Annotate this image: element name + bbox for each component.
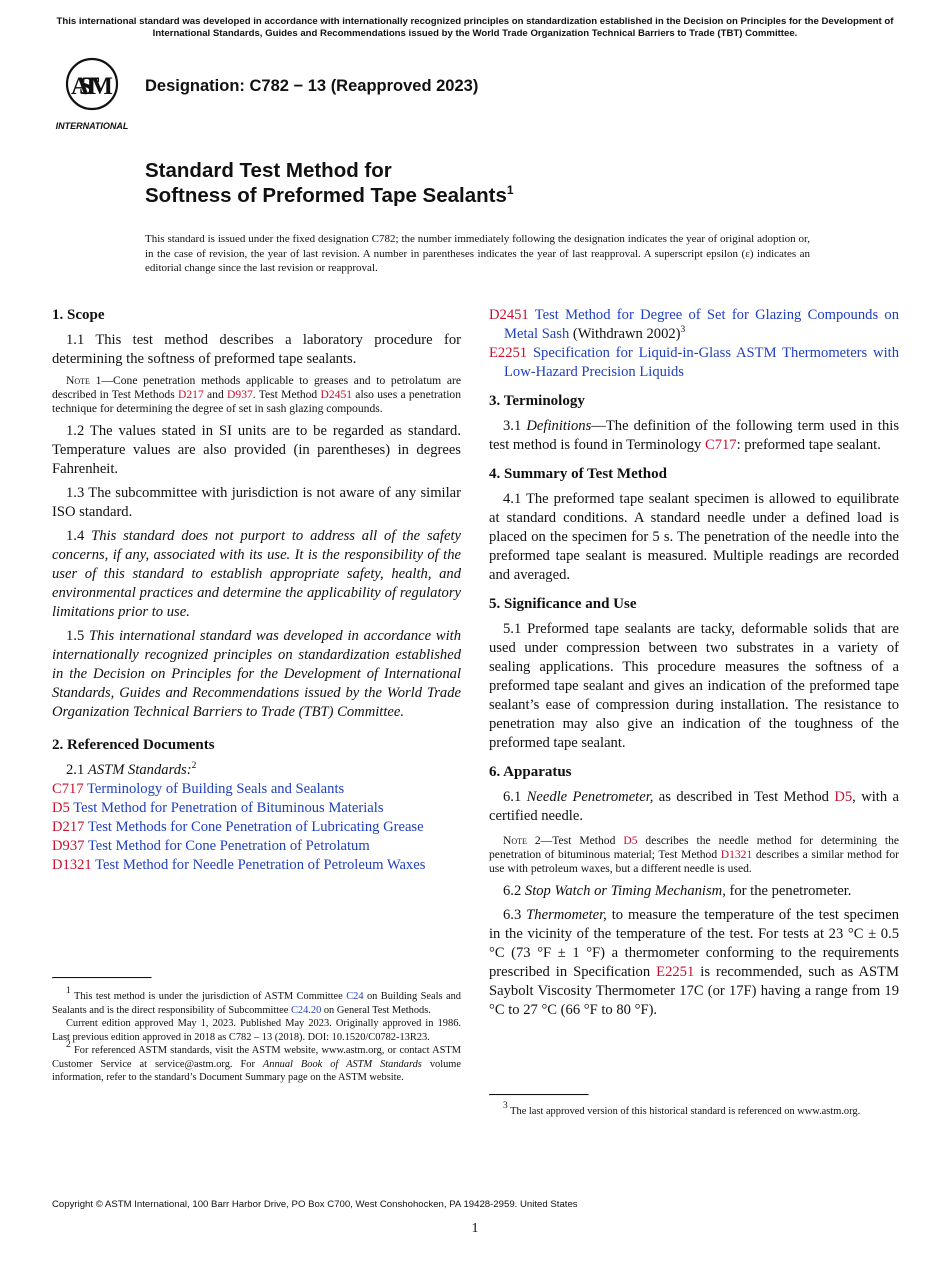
reference-item[interactable]: D5 Test Method for Penetration of Bituminous Materials bbox=[52, 800, 384, 816]
para-1-3: 1.3 The subcommittee with jurisdiction is not aware of any similar ISO standard. bbox=[52, 485, 461, 520]
subcommittee-link-c24-20[interactable]: C24.20 bbox=[290, 1004, 322, 1016]
title-footnote-mark: 1 bbox=[506, 183, 514, 197]
ref-link-c717[interactable]: C717 bbox=[704, 437, 737, 453]
logo-subtext: INTERNATIONAL bbox=[55, 121, 129, 131]
para-1-5: 1.5 This international standard was developed in accordance with internationally recognized principles on standardization established in the Decision on Principles for the Development of International Standards, Guides and Recommendations issued by the World Trade Organization Technical Barriers to Trade (TBT) Committee. bbox=[52, 628, 462, 720]
page-title bbox=[145, 158, 514, 208]
reference-item[interactable]: E2251 Specification for Liquid-in-Glass ASTM Thermometers with Low-Hazard Precision Liquids bbox=[489, 345, 899, 380]
section-apparatus-heading: 6. Apparatus bbox=[489, 764, 572, 780]
footnote-3: 3 The last approved version of this historical standard is referenced on www.astm.org. bbox=[503, 1101, 861, 1117]
footnote-current-edition: Current edition approved May 1, 2023. Published May 2023. Originally approved in 1986. Last previous edition approved in 2018 as C782 – 13 (2018). DOI: 10.1520/C0782-13R23. bbox=[52, 1018, 461, 1043]
astm-standards-label: 2.1 ASTM Standards:$^2$ bbox=[66, 761, 197, 778]
astm-logo bbox=[52, 56, 136, 132]
issued-note: This standard is issued under the fixed designation C782; the number immediately following the designation indicates the year of original adoption or, in the case of revision, the year of last revision. A number in parentheses indicates the year of last reapproval. A superscript epsilon (ε) indicates an editorial change since the last revision or reapproval. bbox=[145, 233, 810, 274]
section-scope-heading: 1. Scope bbox=[52, 307, 105, 323]
note-1: Note 1—Cone penetration methods applicable to greases and to petrolatum are described in Test Methods D217 and D937. Test Method D2451 also uses a penetration technique for determining the degree of set in sash glazing compounds. bbox=[52, 374, 462, 415]
para-5-1: 5.1 Preformed tape sealants are tacky, deformable solids that are used under compression between two substrates in a variety of sealing applications. This procedure measures the softness of a preformed tape sealant and gives an indication of the preformed tape sealant’s ease of compression during installation. The resistance to penetration may also give an indication of the toughness of the preformed tape sealant. bbox=[489, 621, 899, 751]
para-6-1: 6.1 Needle Penetrometer, as described in Test Method D5, with a certified needle. bbox=[489, 789, 899, 824]
footnote-1: 1 This test method is under the jurisdiction of ASTM Committee C24 on Building Seals and Sealants and is the direct responsibility of Subcommittee C24.20 on General Test Methods. bbox=[52, 986, 461, 1016]
para-3-1: 3.1 Definitions—The definition of the following term used in this test method is found in Terminology C717: preformed tape sealant. bbox=[489, 418, 899, 453]
ref-link-d937[interactable]: D937 bbox=[227, 388, 253, 401]
ref-link-e2251[interactable]: E2251 bbox=[656, 964, 695, 980]
left-footnotes bbox=[52, 977, 461, 1085]
title-line-2: Softness of Preformed Tape Sealants bbox=[145, 184, 507, 207]
section-significance-heading: 5. Significance and Use bbox=[489, 596, 637, 612]
reference-item[interactable]: D937 Test Method for Cone Penetration of Petrolatum bbox=[52, 838, 370, 854]
reference-item[interactable]: D217 Test Methods for Cone Penetration of Lubricating Grease bbox=[52, 819, 424, 835]
committee-link-c24[interactable]: C24 bbox=[346, 991, 364, 1002]
ref-link-d2451[interactable]: D2451 bbox=[320, 388, 353, 401]
para-6-3: 6.3 Thermometer, to measure the temperature of the test specimen in the vicinity of the temperature of the test. For tests at 23 °C ± 0.5 °C (73 °F ± 1 °F) a thermometer conforming to the requirements prescribed in Specification E2251 is recommended, such as ASTM Saybolt Viscosity Thermometer 17C (or 17F) having a range from 19 °C to 27 °C (66 °F to 80 °F). bbox=[489, 907, 899, 1018]
ref-link-d1321[interactable]: D1321 bbox=[720, 848, 753, 861]
section-terminology-heading: 3. Terminology bbox=[489, 393, 585, 409]
para-1-4: 1.4 This standard does not purport to address all of the safety concerns, if any, associated with its use. It is the responsibility of the user of this standard to establish appropriate safety, health, and environmental practices and determine the applicability of regulatory limitations prior to use. bbox=[52, 528, 461, 620]
copyright-line: Copyright © ASTM International, 100 Barr Harbor Drive, PO Box C700, West Conshohocken, PA 19428-2959. United States bbox=[52, 1199, 578, 1210]
ref-link-d5[interactable]: D5 bbox=[834, 789, 853, 805]
ref-link-d5[interactable]: D5 bbox=[623, 834, 638, 847]
page-number: 1 bbox=[471, 1221, 479, 1236]
right-footnotes bbox=[489, 1094, 899, 1119]
right-column bbox=[489, 306, 899, 1025]
reference-item[interactable]: D1321 Test Method for Needle Penetration of Petroleum Waxes bbox=[52, 857, 426, 873]
section-summary-heading: 4. Summary of Test Method bbox=[489, 466, 667, 482]
para-1-1: 1.1 This test method describes a laboratory procedure for determining the softness of preformed tape sealants. bbox=[52, 332, 461, 367]
reference-item[interactable]: C717 Terminology of Building Seals and Sealants bbox=[52, 781, 345, 797]
header-notice: This international standard was developed in accordance with internationally recognized principles on standardization established in the Decision on Principles for the Development of International Standards, Guides and Recommendations issued by the World Trade Organization Technical Barriers to Trade (TBT) Committee. bbox=[56, 16, 894, 39]
reference-item[interactable]: D2451 Test Method for Degree of Set for Glazing Compounds on Metal Sash (Withdrawn 2002)$^3$ bbox=[489, 307, 899, 342]
ref-link-d217[interactable]: D217 bbox=[178, 388, 204, 401]
designation: Designation: C782 − 13 (Reapproved 2023) bbox=[145, 77, 479, 95]
para-6-2: 6.2 Stop Watch or Timing Mechanism, for the penetrometer. bbox=[503, 883, 852, 899]
para-1-2: 1.2 The values stated in SI units are to be regarded as standard. Temperature values are also provided (in parentheses) in degrees Fahrenheit. bbox=[52, 423, 461, 477]
note-2: Note 2—Test Method D5 describes the needle method for determining the penetration of bituminous material; Test Method D1321 describes a similar method for use with petroleum waxes, but a different needle is used. bbox=[489, 834, 900, 875]
title-line-1: Standard Test Method for bbox=[145, 159, 392, 182]
left-column bbox=[52, 306, 461, 875]
para-4-1: 4.1 The preformed tape sealant specimen is allowed to equilibrate at standard conditions. A standard needle under a defined load is placed on the specimen for 5 s. The penetration of the needle into the preformed tape sealant is measured. Multiple readings are recorded and averaged. bbox=[489, 491, 899, 583]
footnote-2: 2 For referenced ASTM standards, visit the ASTM website, www.astm.org, or contact ASTM Customer Service at service@astm.org. For Annual Book of ASTM Standards volume information, refer to the standard’s Document Summary page on the ASTM website. bbox=[52, 1040, 461, 1083]
section-referenced-heading: 2. Referenced Documents bbox=[52, 737, 215, 753]
logo-text: ASTM bbox=[71, 73, 113, 100]
